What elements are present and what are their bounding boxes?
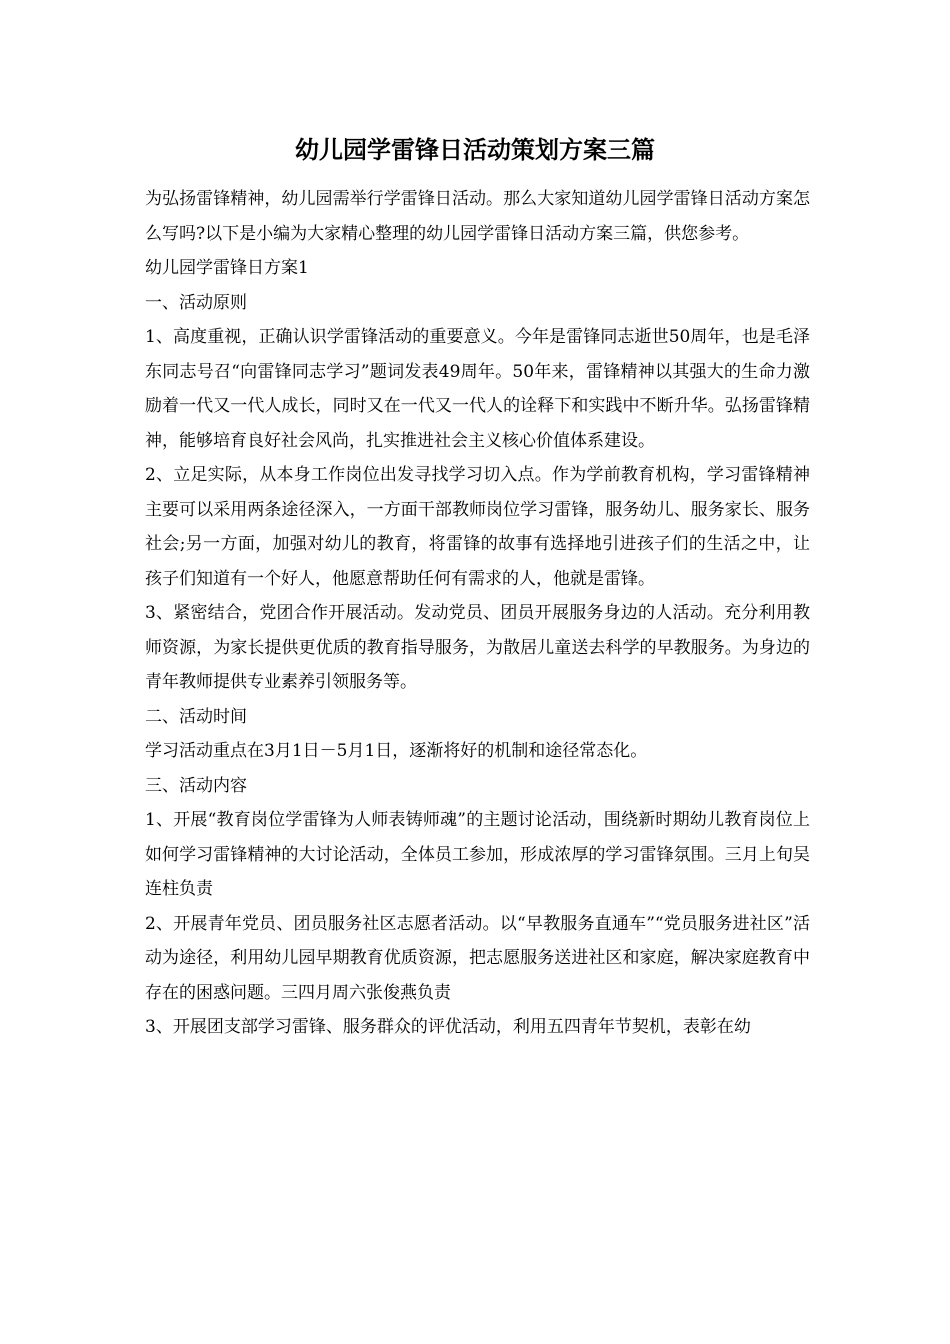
section-heading-time: 二、活动时间 — [145, 706, 247, 727]
document-body — [145, 182, 810, 1045]
intro-paragraph: 为弘扬雷锋精神，幼儿园需举行学雷锋日活动。那么大家知道幼儿园学雷锋日活动方案怎么写吗?以下是小编为大家精心整理的幼儿园学雷锋日活动方案三篇，供您参考。 — [145, 189, 810, 244]
principle-paragraph-2: 2、立足实际，从本身工作岗位出发寻找学习切入点。作为学前教育机构，学习雷锋精神主要可以采用两条途径深入，一方面干部教师岗位学习雷锋，服务幼儿、服务家长、服务社会;另一方面，加强对幼儿的教育，将雷锋的故事有选择地引进孩子们的生活之中，让孩子们知道有一个好人，他愿意帮助任何有需求的人，他就是雷锋。 — [145, 465, 810, 589]
content-paragraph-1: 1、开展“教育岗位学雷锋为人师表铸师魂”的主题讨论活动，围绕新时期幼儿教育岗位上如何学习雷锋精神的大讨论活动，全体员工参加，形成浓厚的学习雷锋氛围。三月上旬吴连柱负责 — [145, 810, 810, 899]
time-paragraph: 学习活动重点在3月1日－5月1日，逐渐将好的机制和途径常态化。 — [145, 741, 648, 761]
plan-heading: 幼儿园学雷锋日方案1 — [145, 258, 309, 278]
content-paragraph-2: 2、开展青年党员、团员服务社区志愿者活动。以“早教服务直通车”“党员服务进社区”活动为途径，利用幼儿园早期教育优质资源，把志愿服务送进社区和家庭，解决家庭教育中存在的困惑问题。三四月周六张俊燕负责 — [145, 913, 810, 1003]
principle-paragraph-1: 1、高度重视，正确认识学雷锋活动的重要意义。今年是雷锋同志逝世50周年，也是毛泽东同志号召“向雷锋同志学习”题词发表49周年。50年来，雷锋精神以其强大的生命力激励着一代又一代人成长，同时又在一代又一代人的诠释下和实践中不断升华。弘扬雷锋精神，能够培育良好社会风尚，扎实推进社会主义核心价值体系建设。 — [145, 327, 810, 451]
principle-paragraph-3: 3、紧密结合，党团合作开展活动。发动党员、团员开展服务身边的人活动。充分利用教师资源，为家长提供更优质的教育指导服务，为散居儿童送去科学的早教服务。为身边的青年教师提供专业素养引领服务等。 — [145, 603, 810, 692]
document-title: 幼儿园学雷锋日活动策划方案三篇 — [295, 135, 655, 164]
section-heading-content: 三、活动内容 — [145, 775, 247, 796]
section-heading-principles: 一、活动原则 — [145, 292, 247, 313]
content-paragraph-3: 3、开展团支部学习雷锋、服务群众的评优活动，利用五四青年节契机，表彰在幼 — [145, 1017, 751, 1037]
